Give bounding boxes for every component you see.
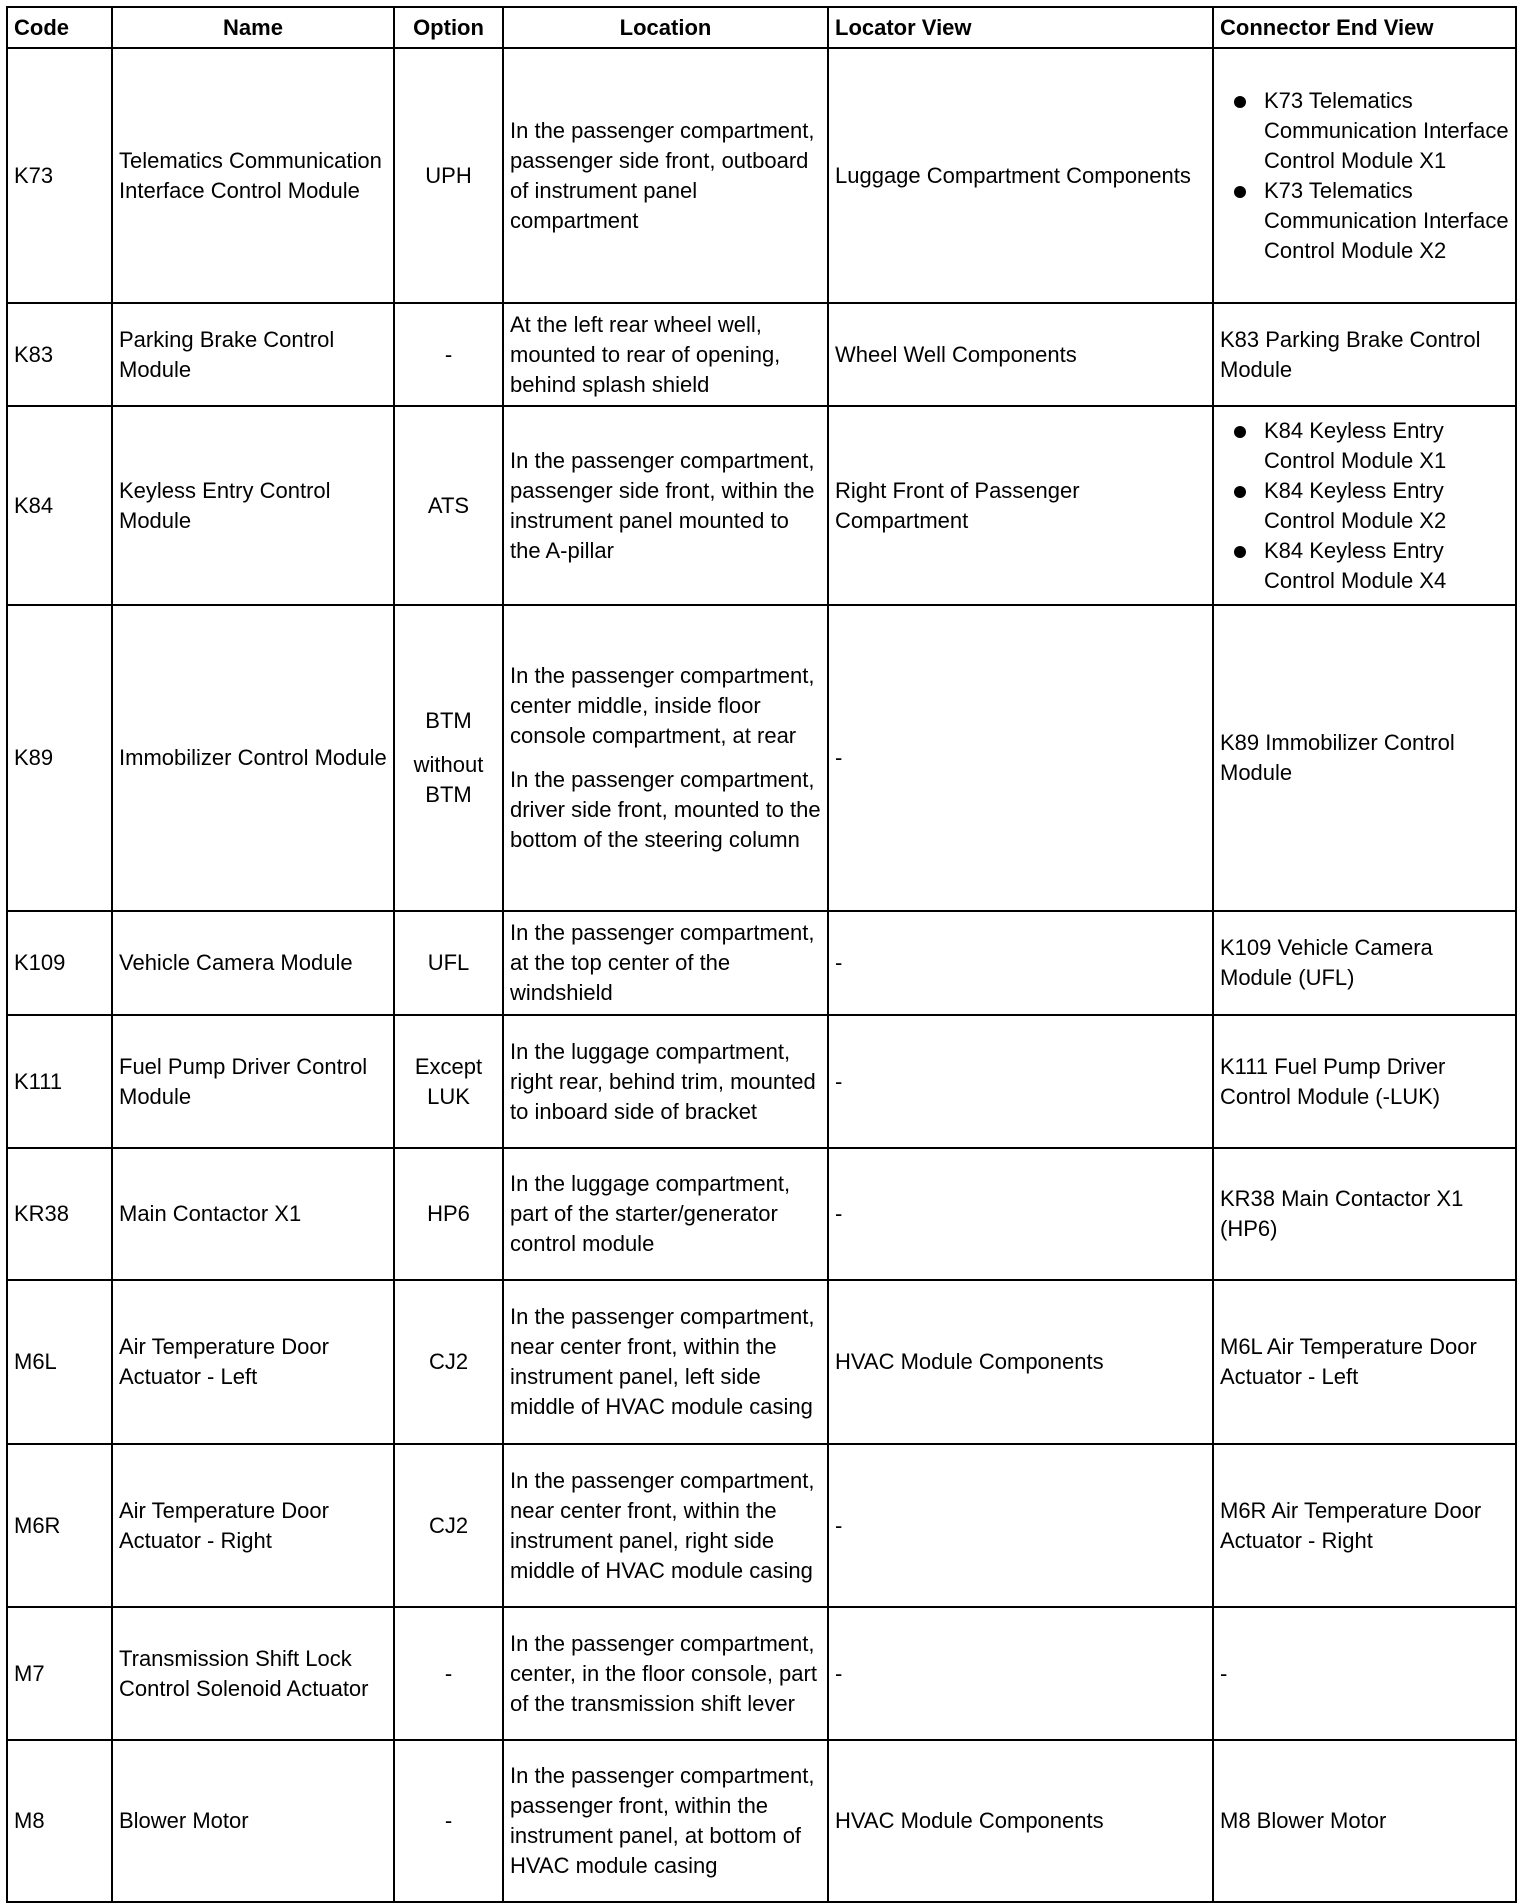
code-text: M7 <box>14 1660 45 1686</box>
option-text: CJ2 <box>428 1512 469 1538</box>
name-text: Parking Brake Control Module <box>119 326 335 382</box>
name-cell <box>112 1444 394 1607</box>
connector-cell <box>1213 1607 1516 1740</box>
code-cell <box>7 1148 112 1280</box>
location-cell <box>503 303 828 406</box>
header-locator-view: Locator View <box>828 7 1213 48</box>
name-text: Vehicle Camera Module <box>119 950 353 975</box>
connector-cell <box>1213 1015 1516 1148</box>
locator-view-text: HVAC Module Components <box>835 1349 1104 1374</box>
connector-text: K109 Vehicle Camera Module (UFL) <box>1220 935 1433 990</box>
code-text: K89 <box>14 745 54 770</box>
option-text: without BTM <box>413 752 484 807</box>
locator-view-text: - <box>835 1201 843 1226</box>
locator-view-text: - <box>835 1512 843 1538</box>
location-text: In the passenger compartment, near center front, within the instrument panel, right side middle of HVAC module casing <box>510 1467 815 1583</box>
header-name: Name <box>112 7 394 48</box>
option-text: - <box>444 341 453 367</box>
locator-view-cell <box>828 1148 1213 1280</box>
connector-cell <box>1213 1280 1516 1444</box>
name-cell <box>112 1740 394 1902</box>
connector-cell <box>1213 1740 1516 1902</box>
connector-list-item: K84 Keyless Entry Control Module X4 <box>1264 536 1509 596</box>
location-cell <box>503 605 828 911</box>
code-text: KR38 <box>14 1201 70 1226</box>
connector-text: - <box>1220 1660 1228 1686</box>
code-text: M6R <box>14 1512 61 1538</box>
locator-view-cell <box>828 1280 1213 1444</box>
connector-text: K83 Parking Brake Control Module <box>1220 326 1481 382</box>
name-cell <box>112 1015 394 1148</box>
header-option: Option <box>394 7 503 48</box>
name-cell <box>112 1148 394 1280</box>
option-text: BTM <box>425 708 472 733</box>
header-code: Code <box>7 7 112 48</box>
location-cell <box>503 406 828 605</box>
option-cell <box>394 1607 503 1740</box>
name-text: Telematics Communication Interface Control Module <box>119 147 382 203</box>
code-cell <box>7 1607 112 1740</box>
connector-cell <box>1213 605 1516 911</box>
location-text: In the passenger compartment, center, in the floor console, part of the transmission shift lever <box>510 1630 817 1716</box>
name-cell <box>112 303 394 406</box>
code-cell <box>7 48 112 303</box>
name-text: Blower Motor <box>119 1808 249 1833</box>
locator-view-text: Luggage Compartment Components <box>835 162 1191 188</box>
connector-text: M6L Air Temperature Door Actuator - Left <box>1220 1334 1477 1389</box>
code-cell <box>7 1280 112 1444</box>
locator-view-cell <box>828 48 1213 303</box>
location-text: In the passenger compartment, passenger front, within the instrument panel, at bottom of HVAC module casing <box>510 1763 815 1878</box>
option-cell <box>394 605 503 911</box>
table-header-row <box>7 7 1516 48</box>
name-text: Air Temperature Door Actuator - Right <box>119 1497 329 1553</box>
name-text: Fuel Pump Driver Control Module <box>119 1053 368 1109</box>
table-row <box>7 1740 1516 1902</box>
connector-list-item: K84 Keyless Entry Control Module X1 <box>1264 416 1509 476</box>
header-connector-end-view: Connector End View <box>1213 7 1516 48</box>
location-text: In the passenger compartment, near center front, within the instrument panel, left side middle of HVAC module casing <box>510 1304 815 1419</box>
code-cell <box>7 1015 112 1148</box>
locator-view-cell <box>828 1015 1213 1148</box>
table-row <box>7 605 1516 911</box>
option-text: ATS <box>427 492 470 518</box>
option-text: CJ2 <box>428 1349 469 1374</box>
connector-text: K89 Immobilizer Control Module <box>1220 730 1455 785</box>
location-text: In the passenger compartment, center middle, inside floor console compartment, at rear <box>510 663 815 748</box>
locator-view-cell <box>828 303 1213 406</box>
name-cell <box>112 1607 394 1740</box>
location-text: In the passenger compartment, passenger side front, outboard of instrument panel compartment <box>510 117 815 233</box>
location-cell <box>503 48 828 303</box>
code-cell <box>7 1444 112 1607</box>
locator-view-text: - <box>835 1660 843 1686</box>
table-row <box>7 1148 1516 1280</box>
table-row <box>7 1015 1516 1148</box>
code-cell <box>7 605 112 911</box>
connector-text: M6R Air Temperature Door Actuator - Right <box>1220 1497 1482 1553</box>
location-cell <box>503 1607 828 1740</box>
connector-text: M8 Blower Motor <box>1220 1808 1387 1833</box>
locator-view-text: Right Front of Passenger Compartment <box>835 477 1080 533</box>
locator-view-text: - <box>835 745 843 770</box>
table-row <box>7 1280 1516 1444</box>
code-text: K111 <box>14 1068 63 1094</box>
code-text: K73 <box>14 162 54 188</box>
name-text: Immobilizer Control Module <box>119 745 387 770</box>
connector-list <box>1220 86 1509 266</box>
locator-view-cell <box>828 605 1213 911</box>
name-cell <box>112 48 394 303</box>
connector-cell <box>1213 911 1516 1015</box>
code-cell <box>7 406 112 605</box>
locator-view-cell <box>828 1444 1213 1607</box>
option-text: - <box>444 1660 453 1686</box>
option-text: HP6 <box>427 1201 470 1226</box>
locator-view-cell <box>828 911 1213 1015</box>
name-text: Main Contactor X1 <box>119 1201 302 1226</box>
name-text: Transmission Shift Lock Control Solenoid Actuator <box>119 1645 369 1701</box>
code-cell <box>7 303 112 406</box>
locator-view-text: HVAC Module Components <box>835 1808 1104 1833</box>
location-cell <box>503 1280 828 1444</box>
option-cell <box>394 406 503 605</box>
connector-text: K111 Fuel Pump Driver Control Module (-LUK) <box>1220 1053 1446 1109</box>
code-cell <box>7 911 112 1015</box>
location-text: In the luggage compartment, part of the starter/generator control module <box>510 1171 791 1256</box>
locator-view-cell <box>828 1607 1213 1740</box>
table-row <box>7 1444 1516 1607</box>
connector-cell <box>1213 303 1516 406</box>
location-cell <box>503 1148 828 1280</box>
locator-view-text: Wheel Well Components <box>835 341 1077 367</box>
option-cell <box>394 1015 503 1148</box>
location-cell <box>503 1444 828 1607</box>
location-cell <box>503 1015 828 1148</box>
connector-list-item: K73 Telematics Communication Interface Control Module X1 <box>1264 86 1509 176</box>
connector-cell <box>1213 48 1516 303</box>
location-text: In the passenger compartment, passenger side front, within the instrument panel mounted to the A-pillar <box>510 447 815 563</box>
name-cell <box>112 406 394 605</box>
connector-list-item: K73 Telematics Communication Interface Control Module X2 <box>1264 176 1509 266</box>
option-cell <box>394 303 503 406</box>
connector-list <box>1220 416 1509 596</box>
code-cell <box>7 1740 112 1902</box>
option-text: UFL <box>427 950 470 975</box>
location-text: At the left rear wheel well, mounted to rear of opening, behind splash shield <box>510 311 781 397</box>
location-text: In the luggage compartment, right rear, behind trim, mounted to inboard side of bracket <box>510 1038 816 1124</box>
option-cell <box>394 1444 503 1607</box>
option-text: Except LUK <box>414 1053 483 1109</box>
name-cell <box>112 605 394 911</box>
component-table <box>6 6 1517 1903</box>
table-row <box>7 1607 1516 1740</box>
location-text: In the passenger compartment, at the top center of the windshield <box>510 920 815 1005</box>
option-cell <box>394 911 503 1015</box>
location-cell <box>503 911 828 1015</box>
connector-cell <box>1213 1148 1516 1280</box>
code-text: M8 <box>14 1808 45 1833</box>
locator-view-text: - <box>835 950 843 975</box>
code-text: K83 <box>14 341 54 367</box>
connector-list-item: K84 Keyless Entry Control Module X2 <box>1264 476 1509 536</box>
locator-view-text: - <box>835 1068 843 1094</box>
connector-text: KR38 Main Contactor X1 (HP6) <box>1220 1186 1464 1241</box>
table-row <box>7 406 1516 605</box>
option-cell <box>394 48 503 303</box>
locator-view-cell <box>828 1740 1213 1902</box>
option-cell <box>394 1740 503 1902</box>
option-cell <box>394 1148 503 1280</box>
table-row <box>7 48 1516 303</box>
header-location: Location <box>503 7 828 48</box>
option-cell <box>394 1280 503 1444</box>
location-text: In the passenger compartment, driver side front, mounted to the bottom of the steering column <box>510 767 821 852</box>
code-text: K84 <box>14 492 54 518</box>
name-cell <box>112 911 394 1015</box>
table-row <box>7 911 1516 1015</box>
code-text: M6L <box>14 1349 57 1374</box>
connector-cell <box>1213 406 1516 605</box>
name-cell <box>112 1280 394 1444</box>
option-text: UPH <box>425 162 472 188</box>
name-text: Keyless Entry Control Module <box>119 477 331 533</box>
locator-view-cell <box>828 406 1213 605</box>
name-text: Air Temperature Door Actuator - Left <box>119 1334 329 1389</box>
option-text: - <box>444 1808 453 1833</box>
connector-cell <box>1213 1444 1516 1607</box>
table-row <box>7 303 1516 406</box>
code-text: K109 <box>14 950 66 975</box>
location-cell <box>503 1740 828 1902</box>
